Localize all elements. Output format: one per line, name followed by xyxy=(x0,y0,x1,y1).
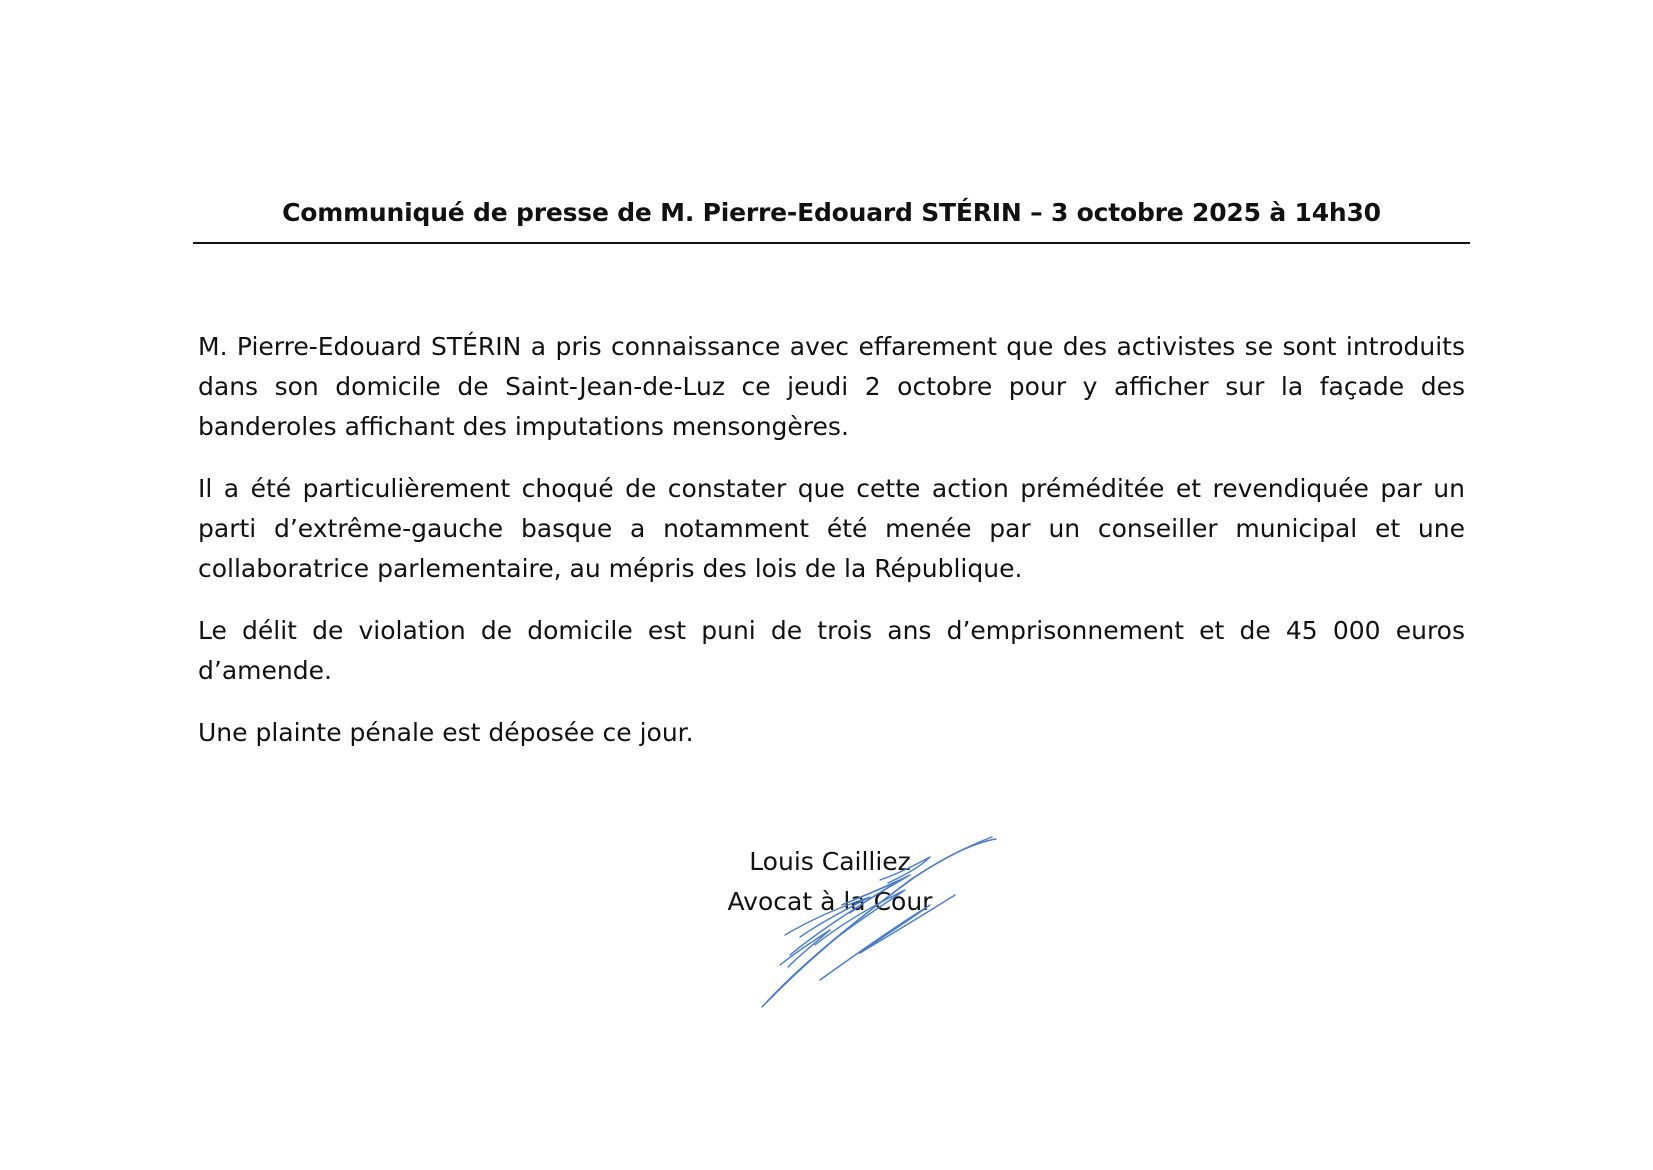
press-release-body xyxy=(198,327,1465,775)
title-underline-divider xyxy=(193,242,1470,244)
paragraph-3: Le délit de violation de domicile est puni de trois ans d’emprisonnement et de 45 000 euros d’amende. xyxy=(198,616,1465,685)
signatory-role: Avocat à la Cour xyxy=(727,887,933,916)
press-release-title: Communiqué de presse de M. Pierre-Edouard STÉRIN – 3 octobre 2025 à 14h30 xyxy=(282,198,1381,227)
paragraph-4: Une plainte pénale est déposée ce jour. xyxy=(198,718,694,747)
paragraph-1: M. Pierre-Edouard STÉRIN a pris connaissance avec effarement que des activistes se sont introduits dans son domicile de Saint-Jean-de-Luz ce jeudi 2 octobre pour y afficher sur la façade des banderoles affichant des imputations mensongères. xyxy=(198,332,1465,441)
paragraph-2: Il a été particulièrement choqué de constater que cette action préméditée et revendiquée par un parti d’extrême-gauche basque a notamment été menée par un conseiller municipal et une collaboratrice parlementaire, au mépris des lois de la République. xyxy=(198,474,1465,583)
handwritten-signature xyxy=(760,835,1000,1010)
signatory-name: Louis Cailliez xyxy=(749,847,911,876)
